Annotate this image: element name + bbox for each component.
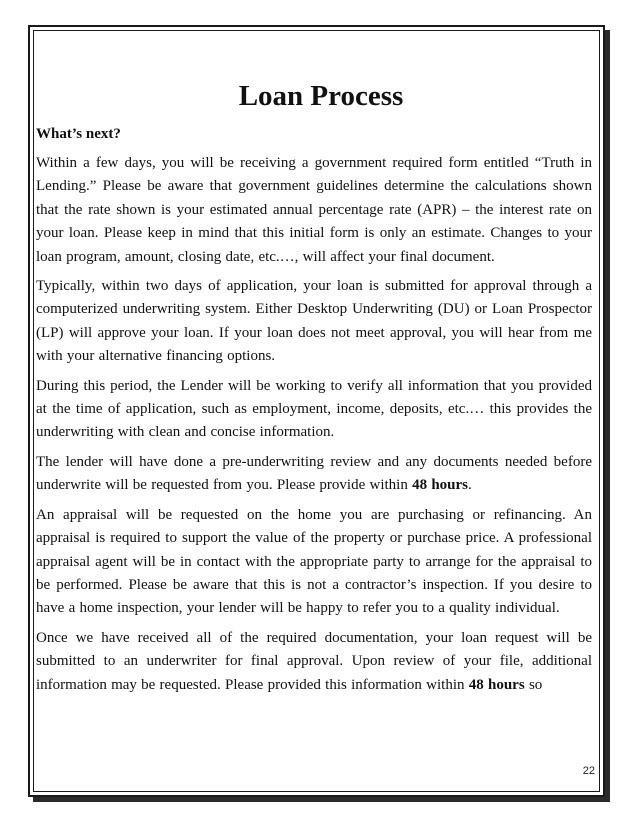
paragraph-pre-underwriting: [36, 451, 592, 498]
page-content: [36, 79, 592, 703]
paragraph-text: so: [524, 676, 543, 693]
paragraph-appraisal: An appraisal will be requested on the home you are purchasing or refinancing. An appraisal is required to support the value of the property or purchase price. A professional appraisal agent will be in contact with the appropriate party to arrange for the appraisal to be performed. Please be aware that this is not a contractor’s inspection. If you desire to have a home inspection, your lender will be happy to refer you to a quality individual.: [36, 506, 592, 617]
paragraph-underwriting-system: Typically, within two days of application, your loan is submitted for approval through a computerized underwriting system. Either Desktop Underwriting (DU) or Loan Prospector (LP) will approve your loan. If your loan does not meet approval, you will hear from me with your alternative financing options.: [36, 278, 592, 365]
page-number: 22: [582, 765, 595, 777]
paragraph-final-approval: [36, 627, 592, 697]
deadline-emphasis: 48 hours: [412, 477, 469, 494]
page-border: [28, 25, 605, 797]
paragraph-text: .: [468, 477, 472, 494]
deadline-emphasis: 48 hours: [468, 676, 525, 693]
paragraph-truth-in-lending: Within a few days, you will be receiving a government required form entitled “Truth in Lending.” Please be aware that government guidelines determine the calculations shown that the rate shown is your estimated annual percentage rate (APR) – the interest rate on your loan. Please keep in mind that this initial form is only an estimate. Changes to your loan program, amount, closing date, etc.…, will affect your final document.: [36, 155, 592, 265]
paragraph-text: Once we have received all of the required documentation, your loan request will be submitted to an underwriter for final approval. Upon review of your file, additional information may be requested. Please provided this information within: [36, 629, 592, 693]
page-title: Loan Process: [238, 80, 404, 112]
paragraph-verification: During this period, the Lender will be working to verify all information that you provided at the time of application, such as employment, income, deposits, etc.… this provides the underwriting with clean and concise information.: [36, 377, 592, 441]
section-subheading: What’s next?: [36, 126, 121, 142]
paragraph-text: The lender will have done a pre-underwriting review and any documents needed before underwrite will be requested from you. Please provide within: [36, 453, 592, 494]
